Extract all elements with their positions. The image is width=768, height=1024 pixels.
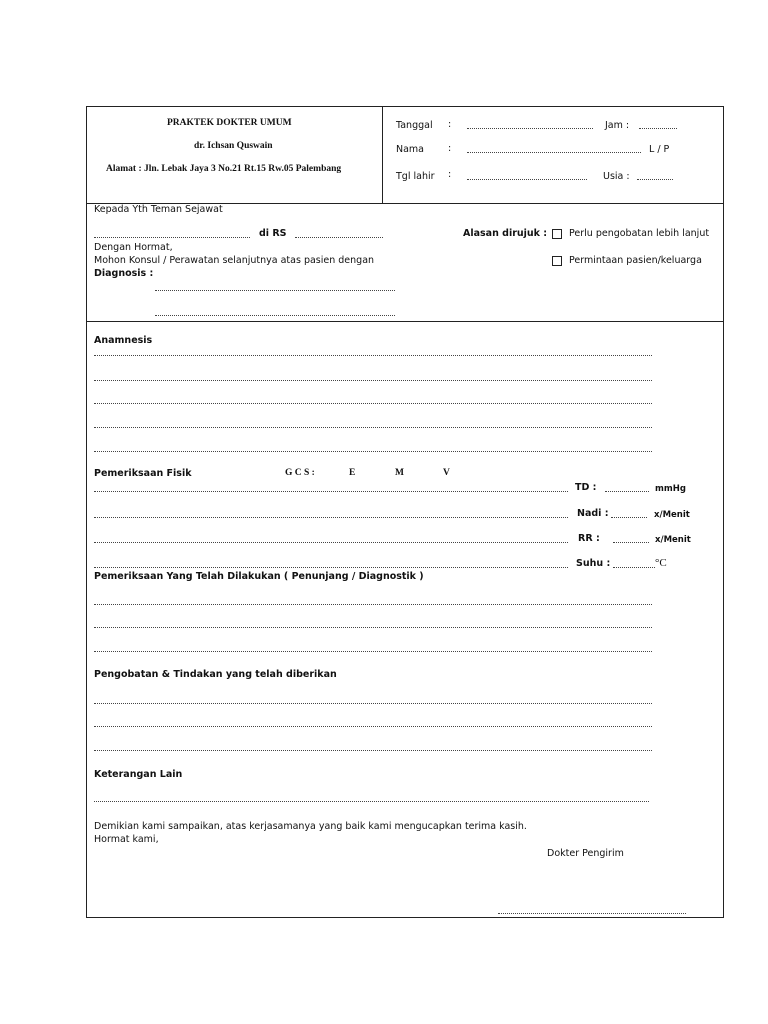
reason-option-1: Perlu pengobatan lebih lanjut xyxy=(569,228,710,239)
physical-exam-line[interactable] xyxy=(94,517,568,518)
nadi-unit: x/Menit xyxy=(654,510,690,520)
physical-exam-line[interactable] xyxy=(94,567,568,568)
suhu-field[interactable] xyxy=(613,567,655,568)
reason-checkbox-2[interactable] xyxy=(552,256,562,266)
physical-exam-line[interactable] xyxy=(94,542,568,543)
jam-field[interactable] xyxy=(639,128,677,129)
supporting-exam-line[interactable] xyxy=(94,627,652,628)
tgl-lahir-field[interactable] xyxy=(467,179,587,180)
td-field[interactable] xyxy=(605,491,649,492)
nama-colon: : xyxy=(448,143,452,154)
practice-title: PRAKTEK DOKTER UMUM xyxy=(167,118,292,128)
to-label: Kepada Yth Teman Sejawat xyxy=(94,204,223,215)
closing-regards: Hormat kami, xyxy=(94,834,159,845)
greeting: Dengan Hormat, xyxy=(94,242,173,253)
doctor-recipient-field[interactable] xyxy=(94,237,250,238)
rr-label: RR : xyxy=(578,533,600,544)
nama-field[interactable] xyxy=(467,152,641,153)
diagnosis-label: Diagnosis : xyxy=(94,268,154,279)
treatment-line[interactable] xyxy=(94,750,652,751)
anamnesis-line[interactable] xyxy=(94,451,652,452)
nadi-label: Nadi : xyxy=(577,508,609,519)
tanggal-label: Tanggal xyxy=(396,120,433,131)
jam-label: Jam : xyxy=(605,120,630,131)
notes-line[interactable] xyxy=(94,801,649,802)
tgl-lahir-label: Tgl lahir xyxy=(396,171,435,182)
rr-field[interactable] xyxy=(613,542,649,543)
physical-exam-line[interactable] xyxy=(94,491,568,492)
notes-label: Keterangan Lain xyxy=(94,769,183,780)
reason-label: Alasan dirujuk : xyxy=(463,228,548,239)
request-text: Mohon Konsul / Perawatan selanjutnya atas pasien dengan xyxy=(94,255,375,266)
tgl-lahir-colon: : xyxy=(448,169,452,180)
treatment-label: Pengobatan & Tindakan yang telah diberikan xyxy=(94,669,337,680)
gcs-e[interactable]: E xyxy=(349,468,356,478)
nadi-field[interactable] xyxy=(611,517,647,518)
closing-text: Demikian kami sampaikan, atas kerjasamanya yang baik kami mengucapkan terima kasih. xyxy=(94,821,527,832)
header-divider xyxy=(382,107,383,203)
referral-form xyxy=(86,106,724,918)
diagnosis-field-1[interactable] xyxy=(155,290,395,291)
signature-line[interactable] xyxy=(498,913,686,914)
gcs-label: G C S : xyxy=(285,468,315,478)
anamnesis-line[interactable] xyxy=(94,355,652,356)
section-divider-referral xyxy=(87,321,723,322)
supporting-exam-label: Pemeriksaan Yang Telah Dilakukan ( Penunjang / Diagnostik ) xyxy=(94,571,424,582)
reason-option-2: Permintaan pasien/keluarga xyxy=(569,255,702,266)
anamnesis-line[interactable] xyxy=(94,380,652,381)
di-rs-label: di RS xyxy=(259,228,287,239)
treatment-line[interactable] xyxy=(94,726,652,727)
gcs-v[interactable]: V xyxy=(443,468,450,478)
practice-address: Alamat : Jln. Lebak Jaya 3 No.21 Rt.15 Rw.05 Palembang xyxy=(106,164,342,174)
anamnesis-line[interactable] xyxy=(94,427,652,428)
reason-checkbox-1[interactable] xyxy=(552,229,562,239)
sender-label: Dokter Pengirim xyxy=(547,848,624,859)
physical-exam-label: Pemeriksaan Fisik xyxy=(94,468,192,479)
rr-unit: x/Menit xyxy=(655,535,691,545)
hospital-field[interactable] xyxy=(295,237,383,238)
suhu-label: Suhu : xyxy=(576,558,611,569)
td-label: TD : xyxy=(575,482,597,493)
usia-field[interactable] xyxy=(637,179,673,180)
supporting-exam-line[interactable] xyxy=(94,651,652,652)
anamnesis-line[interactable] xyxy=(94,403,652,404)
supporting-exam-line[interactable] xyxy=(94,604,652,605)
gcs-m[interactable]: M xyxy=(395,468,404,478)
tanggal-colon: : xyxy=(448,119,452,130)
tanggal-field[interactable] xyxy=(467,128,593,129)
usia-label: Usia : xyxy=(603,171,630,182)
treatment-line[interactable] xyxy=(94,703,652,704)
doctor-name: dr. Ichsan Quswain xyxy=(194,141,273,151)
nama-label: Nama xyxy=(396,144,425,155)
td-unit: mmHg xyxy=(655,484,686,494)
gender-selector[interactable]: L / P xyxy=(649,144,670,155)
suhu-unit: °C xyxy=(655,557,667,569)
diagnosis-field-2[interactable] xyxy=(155,315,395,316)
anamnesis-label: Anamnesis xyxy=(94,335,153,346)
